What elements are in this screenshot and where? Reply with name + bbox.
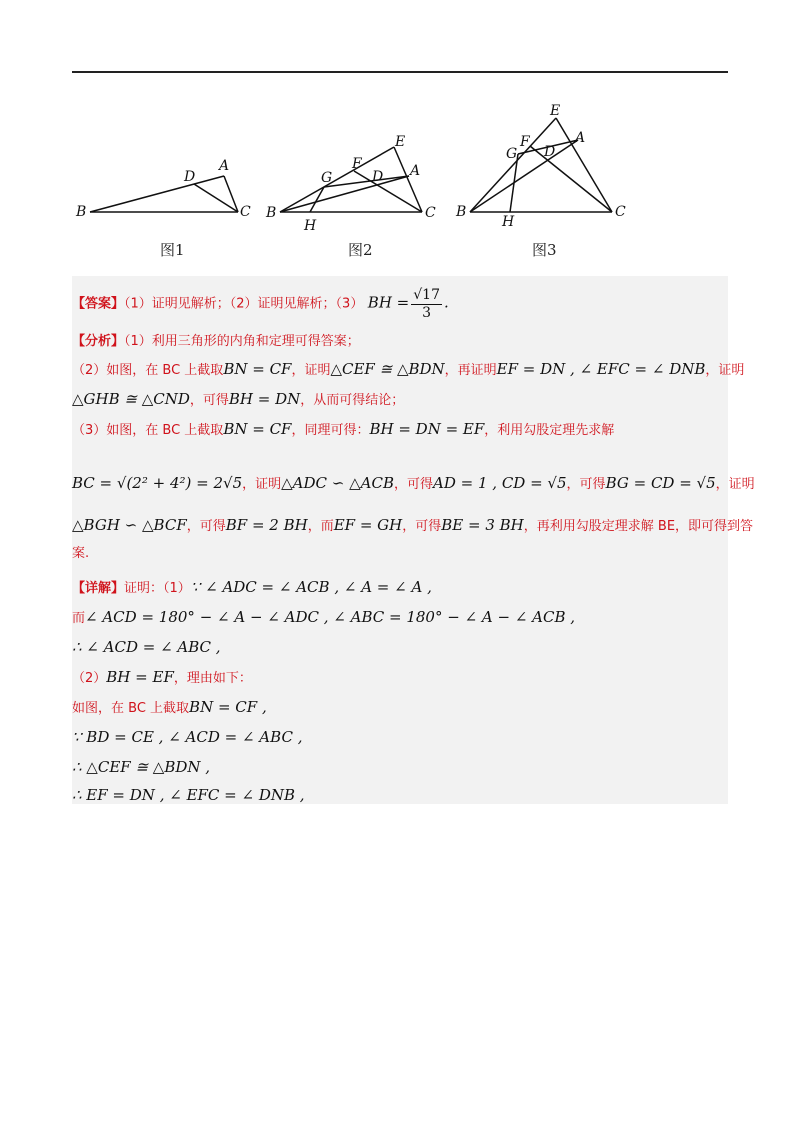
detail-line-1: 【详解】证明：（1）∵ ∠ ADC = ∠ ACB , ∠ A = ∠ A ,	[72, 578, 432, 596]
detail-line-8: ∴ EF = DN , ∠ EFC = ∠ DNB ,	[72, 786, 305, 804]
detail-line-4: （2）BH = EF，理由如下：	[72, 668, 252, 686]
label-g: G	[321, 170, 333, 186]
analysis-line-3: △GHB ≅ △CND，可得BH = DN，从而可得结论；	[72, 390, 405, 408]
answer-tag: 【答案】	[72, 296, 125, 312]
label-e: E	[550, 103, 561, 119]
label-c: C	[615, 204, 626, 220]
label-b: B	[76, 204, 87, 220]
segment-fc	[530, 146, 612, 212]
label-f: F	[520, 134, 530, 150]
figure-3	[452, 100, 642, 233]
segment-gh	[510, 154, 518, 212]
figure-2-caption: 图2	[348, 241, 373, 259]
detail-tag: 【详解】	[72, 581, 125, 596]
label-a: A	[575, 130, 586, 146]
answer-fraction: $\frac{√17}{3}$	[413, 287, 440, 321]
label-d: D	[544, 144, 556, 160]
label-b: B	[456, 204, 467, 220]
label-a: A	[219, 158, 230, 174]
detail-line-2: 而∠ ACD = 180° − ∠ A − ∠ ADC , ∠ ABC = 180° − ∠ A − ∠ ACB ,	[72, 608, 576, 626]
label-h: H	[502, 214, 515, 230]
segment-ba	[280, 176, 409, 212]
segment-ba	[90, 176, 224, 212]
segment-dc	[194, 184, 238, 212]
detail-line-5: 如图，在 BC 上截取BN = CF ,	[72, 698, 267, 716]
segment-ba	[470, 140, 578, 212]
label-b: B	[266, 205, 277, 221]
answer-line: 【答案】（1）证明见解析；（2）证明见解析；（3） BH = $\frac{√17}{3}$ .	[72, 287, 449, 321]
detail-line-3: ∴ ∠ ACD = ∠ ABC ,	[72, 638, 221, 656]
analysis-line-6: △BGH ∽ △BCF，可得BF = 2 BH，而EF = GH，可得BE = 3 BH，再利用勾股定理求解 BE，即可得到答	[72, 516, 754, 534]
analysis-tag: 【分析】	[72, 334, 125, 349]
label-c: C	[240, 204, 251, 220]
analysis-line-1: 【分析】（1）利用三角形的内角和定理可得答案；	[72, 334, 360, 349]
header-rule	[72, 71, 728, 73]
figure-3-caption: 图3	[532, 241, 557, 259]
figure-1	[72, 150, 262, 230]
segment-ga	[324, 176, 409, 187]
label-h: H	[304, 218, 317, 234]
label-f: F	[352, 156, 362, 172]
analysis-line-7: 案.	[72, 546, 90, 561]
label-e: E	[395, 134, 406, 150]
analysis-line-4: （3）如图，在 BC 上截取BN = CF，同理可得：BH = DN = EF，利用勾股定理先求解	[72, 420, 615, 438]
detail-line-6: ∵ BD = CE , ∠ ACD = ∠ ABC ,	[72, 728, 303, 746]
analysis-line-2: （2）如图，在 BC 上截取BN = CF，证明△CEF ≅ △BDN，再证明EF = DN , ∠ EFC = ∠ DNB，证明	[72, 360, 745, 378]
label-d: D	[372, 169, 384, 185]
label-g: G	[506, 146, 518, 162]
figure-2	[264, 130, 454, 235]
label-c: C	[425, 205, 436, 221]
analysis-line-5: BC = √(2² + 4²) = 2√5，证明△ADC ∽ △ACB，可得AD = 1 , CD = √5，可得BG = CD = √5，证明	[72, 474, 755, 492]
label-d: D	[184, 169, 196, 185]
solution-block	[72, 276, 755, 804]
segment-ac	[224, 176, 238, 212]
detail-line-7: ∴ △CEF ≅ △BDN ,	[72, 758, 211, 776]
label-a: A	[410, 163, 421, 179]
segment-be	[470, 118, 556, 212]
figure-1-caption: 图1	[160, 241, 185, 259]
